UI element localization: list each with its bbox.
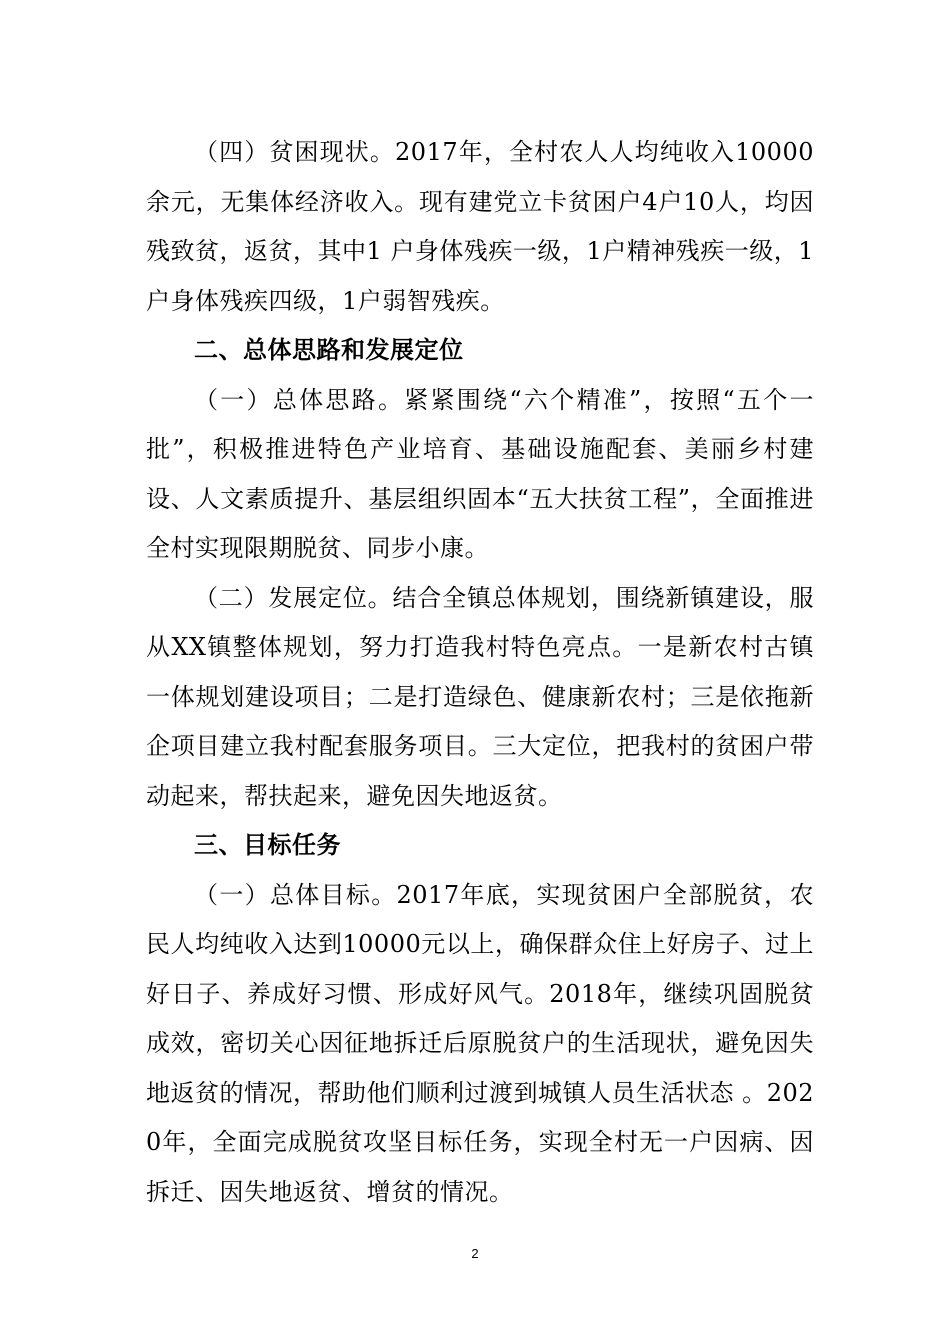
paragraph-poverty-status: （四）贫困现状。2017年，全村农人人均纯收入10000余元，无集体经济收入。现有建党立卡贫困户4户10人，均因残致贫，返贫，其中1 户身体残疾一级，1户精神残疾一级，1户身体残疾四级，1户弱智残疾。 [146, 138, 814, 315]
paragraph-development-positioning: （二）发展定位。结合全镇总体规划，围绕新镇建设，服从XX镇整体规划，努力打造我村特色亮点。一是新农村古镇一体规划建设项目；二是打造绿色、健康新农村；三是依拖新企项目建立我村配套服务项目。三大定位，把我村的贫困户带动起来，帮扶起来，避免因失地返贫。 [146, 583, 814, 810]
paragraph-overall-approach: （一）总体思路。紧紧围绕“六个精准”，按照“五个一批”，积极推进特色产业培育、基础设施配套、美丽乡村建设、人文素质提升、基层组织固本“五大扶贫工程”，全面推进全村实现限期脱贫、同步小康。 [146, 385, 814, 562]
page-number: 2 [471, 1246, 479, 1261]
document-body [146, 128, 814, 1217]
section-heading-goals-tasks: 三、目标任务 [194, 831, 341, 859]
paragraph-overall-goals: （一）总体目标。2017年底，实现贫困户全部脱贫，农民人均纯收入达到10000元以上，确保群众住上好房子、过上好日子、养成好习惯、形成好风气。2018年，继续巩固脱贫成效，密切关心因征地拆迁后原脱贫户的生活现状，避免因失地返贫的情况，帮助他们顺利过渡到城镇人员生活状态 。2020年，全面完成脱贫攻坚目标任务，实现全村无一户因病、因拆迁、因失地返贫、增贫的情况。 [146, 880, 814, 1206]
section-heading-overall-approach: 二、总体思路和发展定位 [194, 336, 464, 364]
